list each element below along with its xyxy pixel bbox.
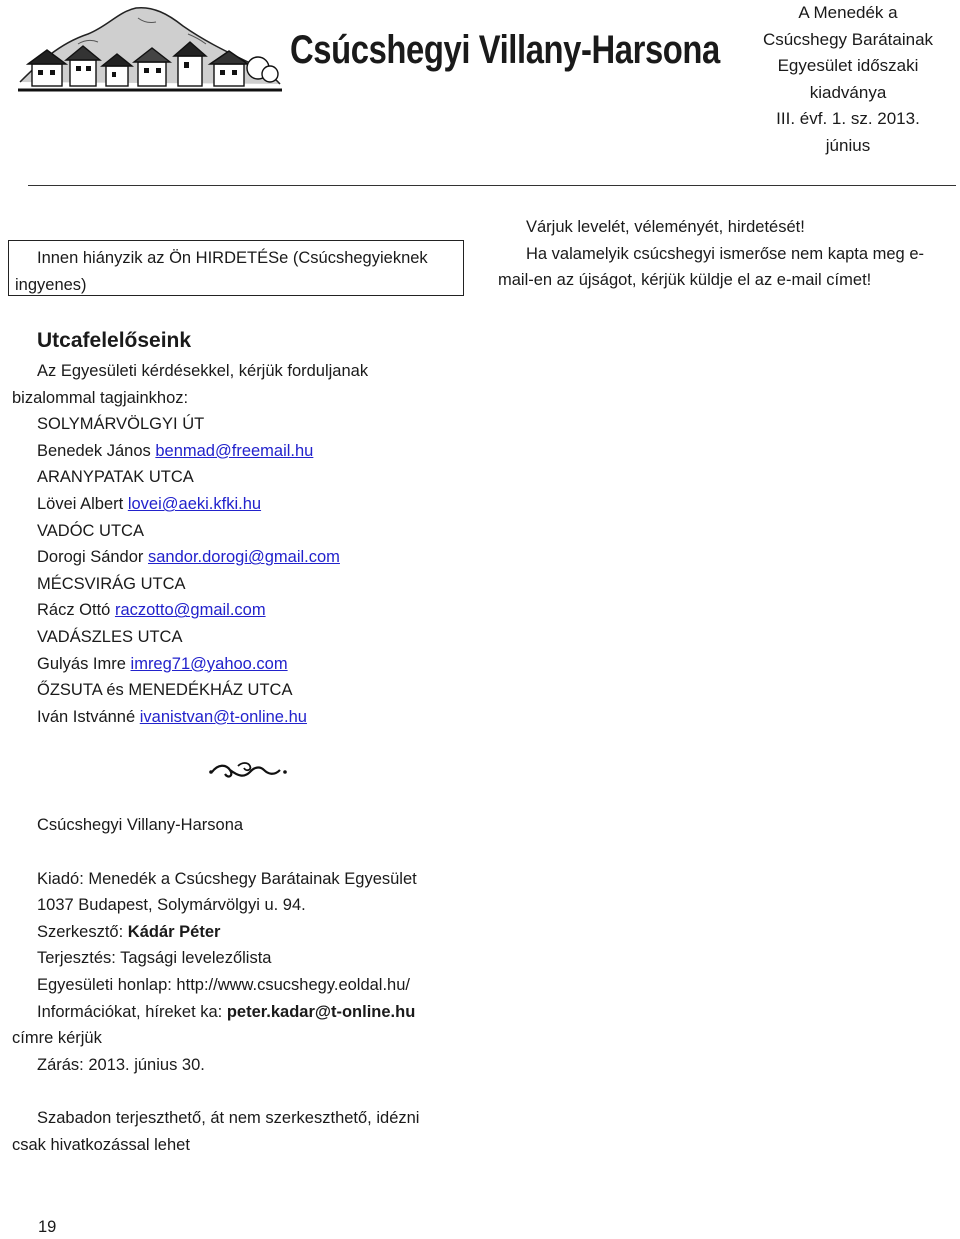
street-name: SOLYMÁRVÖLGYI ÚT	[37, 415, 205, 434]
editor-label: Szerkesztő:	[37, 922, 128, 941]
closing-date-line: Zárás: 2013. június 30.	[37, 1055, 205, 1074]
contact-line	[12, 651, 532, 678]
ad-line: ingyenes)	[15, 276, 87, 294]
contact-line	[12, 438, 532, 465]
distribution-line: Terjesztés: Tagsági levelezőlista	[37, 949, 272, 968]
contact-person: Iván Istvánné	[37, 707, 136, 726]
street-name: VADÁSZLES UTCA	[37, 627, 183, 646]
publisher-line: Kiadó: Menedék a Csúcshegy Barátainak Egyesület	[37, 869, 417, 888]
contact-person: Dorogi Sándor	[37, 548, 144, 567]
contact-line	[12, 491, 532, 518]
street-name: MÉCSVIRÁG UTCA	[37, 574, 186, 593]
info-email: peter.kadar@t-online.hu	[226, 1002, 416, 1021]
pub-line: június	[825, 135, 871, 155]
contact-person: Benedek János	[37, 441, 151, 460]
contact-line	[12, 544, 532, 571]
page-number: 19	[38, 1218, 57, 1236]
street-name: VADÓC UTCA	[37, 521, 144, 540]
editor-line	[12, 919, 532, 946]
info-continuation: címre kérjük	[12, 1029, 102, 1048]
pub-line: kiadványa	[809, 82, 887, 102]
street-name: ARANYPATAK UTCA	[37, 468, 194, 487]
editor-name: Kádár Péter	[127, 922, 221, 941]
contact-email-link[interactable]: benmad@freemail.hu	[155, 441, 314, 460]
contact-email-link[interactable]: imreg71@yahoo.com	[130, 654, 288, 673]
license-line: csak hivatkozással lehet	[12, 1135, 190, 1154]
contact-email-link[interactable]: raczotto@gmail.com	[114, 601, 266, 620]
pub-line: Egyesület időszaki	[777, 56, 919, 76]
pub-line: III. évf. 1. sz. 2013.	[776, 109, 920, 129]
reader-request	[498, 214, 948, 294]
pub-line: A Menedék a	[798, 3, 898, 22]
section-heading: Utcafelelőseink	[37, 329, 192, 352]
info-line	[12, 999, 532, 1026]
contact-person: Lövei Albert	[37, 494, 124, 513]
info-label: Információkat, híreket ka:	[37, 1002, 227, 1021]
intro-line: Az Egyesületi kérdésekkel, kérjük forduljanak	[37, 362, 369, 380]
contact-line	[12, 597, 532, 624]
request-line: Ha valamelyik csúcshegyi ismerőse nem kapta meg e-	[526, 244, 924, 263]
colophon-title: Csúcshegyi Villany-Harsona	[37, 816, 244, 834]
contact-email-link[interactable]: sandor.dorogi@gmail.com	[148, 548, 340, 567]
header-rule	[28, 185, 956, 186]
homepage-line: Egyesületi honlap: http://www.csucshegy.eoldal.hu/	[37, 975, 410, 994]
intro-line: bizalommal tagjainkhoz:	[12, 388, 189, 407]
masthead-title: Csúcshegyi Villany-Harsona	[290, 28, 720, 72]
street-name: ŐZSUTA és MENEDÉKHÁZ UTCA	[37, 681, 293, 700]
street-contacts-section	[12, 327, 532, 730]
contact-person: Rácz Ottó	[37, 601, 111, 620]
contact-person: Gulyás Imre	[37, 654, 126, 673]
request-line: Várjuk levelét, véleményét, hirdetését!	[526, 218, 805, 236]
decorative-flourish-icon	[208, 760, 288, 782]
address-line: 1037 Budapest, Solymárvölgyi u. 94.	[37, 896, 306, 915]
publication-info	[742, 0, 954, 160]
contact-line	[12, 704, 532, 731]
colophon-section	[12, 812, 532, 1159]
contact-email-link[interactable]: ivanistvan@t-online.hu	[139, 707, 307, 726]
license-line: Szabadon terjeszthető, át nem szerkeszthető, idézni	[37, 1109, 420, 1128]
village-logo	[18, 4, 282, 96]
advertisement-box	[8, 240, 464, 296]
contact-email-link[interactable]: lovei@aeki.kfki.hu	[127, 494, 262, 513]
ad-line: Innen hiányzik az Ön HIRDETÉSe (Csúcshegyieknek	[37, 249, 428, 267]
pub-line: Csúcshegy Barátainak	[762, 29, 934, 49]
request-line: mail-en az újságot, kérjük küldje el az e-mail címet!	[498, 271, 872, 289]
